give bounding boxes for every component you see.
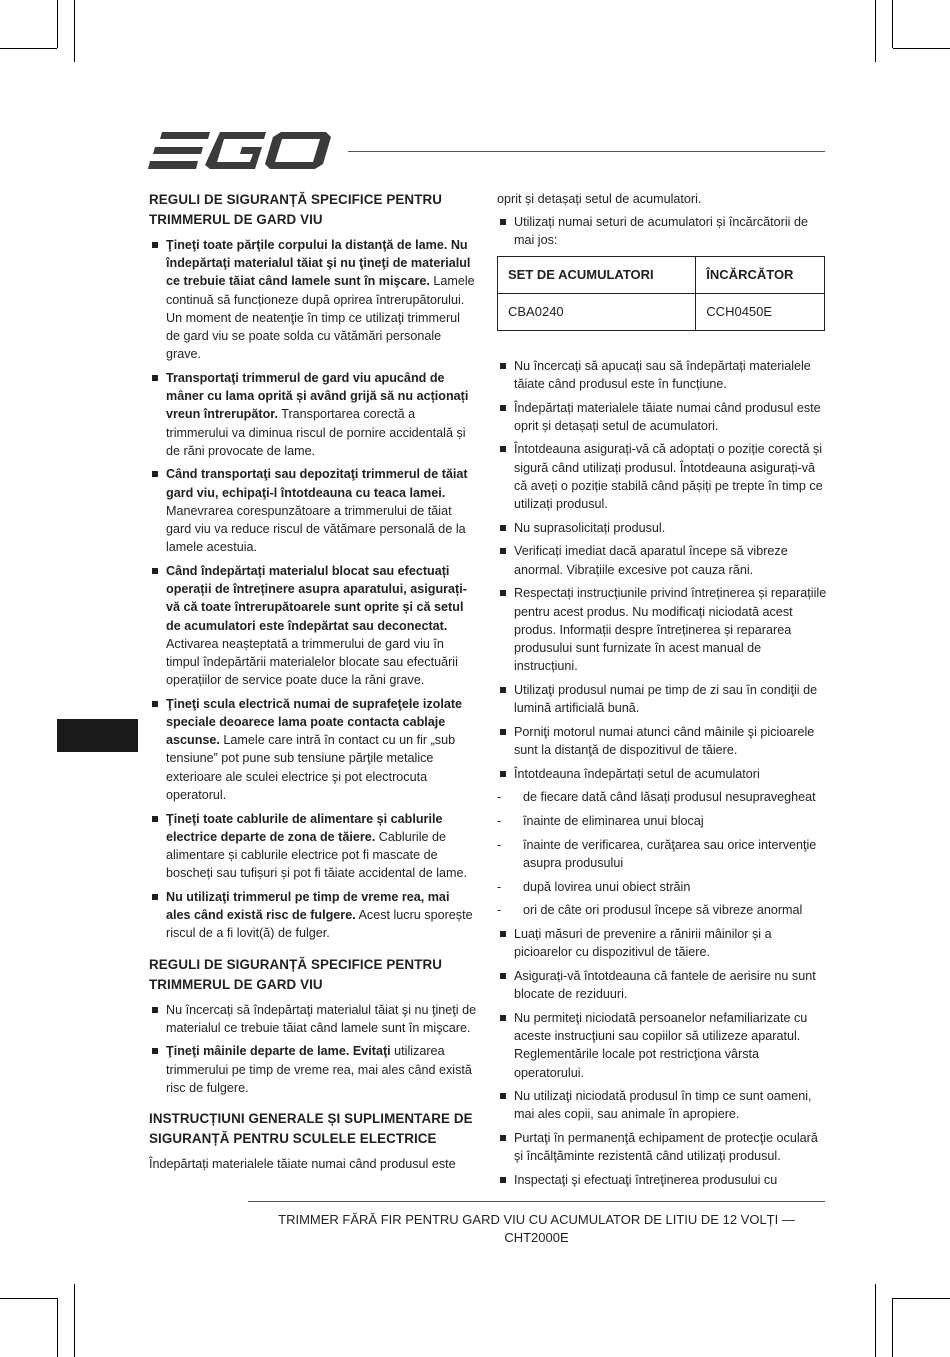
dash-list bbox=[497, 788, 827, 919]
section-heading: REGULI DE SIGURANȚĂ SPECIFICE PENTRU TRIMMERUL DE GARD VIU bbox=[149, 192, 443, 227]
list-item: Îndepărtați materialele tăiate numai când produsul este oprit și detașați setul de acumulatori. bbox=[497, 399, 827, 435]
list-item: Nu permiteţi niciodată persoanelor nefamiliarizate cu aceste instrucţiuni sau copiilor să utilizeze aparatul. Reglementările locale pot restricţiona vârsta operatorului. bbox=[497, 1009, 827, 1082]
list-item: Întotdeauna asigurați-vă că adoptați o poziție corectă și sigură când utilizați produsul. Întotdeauna asigurați-vă că aveți o poziție stabilă când pășiți pe trepte în timp ce utilizați produsul. bbox=[497, 440, 827, 513]
dash-item: - de fiecare dată când lăsați produsul nesupravegheat bbox=[497, 788, 827, 806]
crop-mark bbox=[893, 1298, 950, 1299]
crop-mark bbox=[892, 1298, 893, 1357]
crop-mark bbox=[892, 0, 893, 48]
list-item: Nu utilizaţi trimmerul pe timp de vreme rea, mai ales când există risc de fulgere. Acest lucru sporește riscul de a fi lovit(ă) de fulger. bbox=[149, 888, 477, 943]
crop-mark bbox=[74, 0, 75, 62]
language-tab bbox=[57, 719, 138, 752]
table-cell: CBA0240 bbox=[498, 293, 696, 330]
list-item: Verificați imediat dacă aparatul începe să vibreze anormal. Vibrațiile excesive pot cauza răni. bbox=[497, 542, 827, 578]
section-heading: INSTRUCȚIUNI GENERALE ȘI SUPLIMENTARE DE SIGURANȚĂ PENTRU SCULELE ELECTRICE bbox=[149, 1111, 473, 1147]
crop-mark bbox=[0, 48, 57, 49]
table-header: SET DE ACUMULATORI bbox=[498, 256, 696, 293]
list-item: Când îndepărtați materialul blocat sau efectuați operații de întreținere asupra aparatului, asigurați-vă că toate întrerupătoarele sunt oprite și că setul de acumulatori este îndepărtat sau deconectat. Activarea neașteptată a trimmerului de gard viu în timpul îndepărtării materialelor blocate sau efectuării operațiilor de service poate duce la răni grave. bbox=[149, 562, 477, 689]
list-item: Ţineţi toate părţile corpului la distanţă de lame. Nu îndepărtaţi materialul tăiat şi nu ţineţi de materialul ce trebuie tăiat când lamele sunt în mişcare. Lamele continuă să funcționeze după oprirea întrerupătorului. Un moment de neatenţie în timp ce utilizaţi trimmerul de gard viu se poate solda cu vătămări personale grave. bbox=[149, 236, 477, 363]
safety-list bbox=[149, 236, 477, 943]
crop-mark bbox=[875, 1284, 876, 1357]
safety-list bbox=[497, 357, 827, 783]
left-column bbox=[149, 190, 477, 1178]
paragraph: oprit și detașați setul de acumulatori. bbox=[497, 192, 702, 206]
ego-logo bbox=[148, 130, 332, 172]
list-item: Ţineţi mâinile departe de lame. Evitaţi utilizarea trimmerului pe timp de vreme rea, mai ales când există risc de fulgere. bbox=[149, 1042, 477, 1097]
ego-logo-mark bbox=[148, 130, 332, 172]
list-item: Nu încercați să apucați sau să îndepărtați materialele tăiate când produsul este în funcțiune. bbox=[497, 357, 827, 393]
dash-item: - după lovirea unui obiect străin bbox=[497, 878, 827, 896]
table-row bbox=[498, 293, 825, 330]
list-item: Respectați instrucțiunile privind întreținerea și reparațiile pentru acest produs. Nu modificați niciodată acest produs. Informații despre întreținerea și repararea produsului sunt furnizate în acest manual de instrucțiuni. bbox=[497, 584, 827, 675]
list-item: Inspectaţi şi efectuaţi întreţinerea produsului cu bbox=[497, 1171, 827, 1189]
crop-mark bbox=[0, 1298, 57, 1299]
safety-list bbox=[497, 925, 827, 1189]
list-item: Nu încercați să îndepărtaţi materialul tăiat şi nu ţineţi de materialul ce trebuie tăiat când lamele sunt în mişcare. bbox=[149, 1001, 477, 1037]
battery-charger-table bbox=[497, 256, 825, 331]
list-item: Ţineţi scula electrică numai de suprafeţele izolate speciale deoarece lama poate contacta cablaje ascunse. Lamele care intră în contact cu un fir „sub tensiune” pot pune sub tensiune părţile metalice exterioare ale sculei electrice şi pot electrocuta operatorul. bbox=[149, 695, 477, 804]
paragraph: Îndepărtați materialele tăiate numai când produsul este bbox=[149, 1157, 456, 1172]
list-item: Asigurați-vă întotdeauna că fantele de aerisire nu sunt blocate de reziduuri. bbox=[497, 967, 827, 1003]
crop-mark bbox=[57, 1298, 58, 1357]
safety-list bbox=[149, 1001, 477, 1098]
list-item: Utilizați numai seturi de acumulatori și încărcătorii de mai jos: bbox=[497, 213, 827, 249]
list-item: Nu utilizaţi niciodată produsul în timp ce sunt oameni, mai ales copii, sau animale în apropiere. bbox=[497, 1087, 827, 1123]
crop-mark bbox=[74, 1284, 75, 1357]
list-item: Porniţi motorul numai atunci când mâinile şi picioarele sunt la distanţă de dispozitivul de tăiere. bbox=[497, 723, 827, 759]
header-rule bbox=[348, 151, 825, 152]
list-item: Purtaţi în permanenţă echipament de protecţie oculară şi încălţăminte rezistentă când utilizaţi produsul. bbox=[497, 1129, 827, 1165]
crop-mark bbox=[875, 0, 876, 62]
footer-title: TRIMMER FĂRĂ FIR PENTRU GARD VIU CU ACUMULATOR DE LITIU DE 12 VOLȚI — CHT2000E bbox=[278, 1212, 795, 1245]
dash-item: - înainte de verificarea, curăţarea sau orice intervenţie asupra produsului bbox=[497, 836, 827, 872]
crop-mark bbox=[893, 48, 950, 49]
table-cell: CCH0450E bbox=[696, 293, 825, 330]
list-item: Transportaţi trimmerul de gard viu apucând de mâner cu lama oprită și având grijă să nu acționați vreun întrerupător. Transportarea corectă a trimmerului va diminua riscul de pornire accidentală și de răni provocate de lame. bbox=[149, 369, 477, 460]
list-item: Nu suprasolicitați produsul. bbox=[497, 519, 827, 537]
list-item: Când transportaţi sau depozitaţi trimmerul de tăiat gard viu, echipaţi-l întotdeauna cu teaca lamei. Manevrarea corespunzătoare a trimmerului de tăiat gard viu va reduce riscul de vătămare personală de la lamele acestuia. bbox=[149, 465, 477, 556]
list-item: Ţineţi toate cablurile de alimentare și cablurile electrice departe de zona de tăiere. Cablurile de alimentare și cablurile electrice pot fi mascate de boscheți sau tufișuri și pot fi tăiate accidental de lame. bbox=[149, 810, 477, 883]
section-heading: REGULI DE SIGURANȚĂ SPECIFICE PENTRU TRIMMERUL DE GARD VIU bbox=[149, 956, 443, 992]
footer-rule bbox=[248, 1201, 825, 1202]
table-header: ÎNCĂRCĂTOR bbox=[696, 256, 825, 293]
list-item: Luați măsuri de prevenire a rănirii mâinilor și a picioarelor cu dispozitivul de tăiere. bbox=[497, 925, 827, 961]
dash-item: - înainte de eliminarea unui blocaj bbox=[497, 812, 827, 830]
table-header-row bbox=[498, 256, 825, 293]
list-item: Utilizaţi produsul numai pe timp de zi sau în condiţii de lumină artificială bună. bbox=[497, 681, 827, 717]
right-column bbox=[497, 190, 827, 1195]
safety-list bbox=[497, 213, 827, 249]
crop-mark bbox=[57, 0, 58, 48]
dash-item: - ori de câte ori produsul începe să vibreze anormal bbox=[497, 901, 827, 919]
list-item: Întotdeauna îndepărtați setul de acumulatori bbox=[497, 765, 827, 783]
